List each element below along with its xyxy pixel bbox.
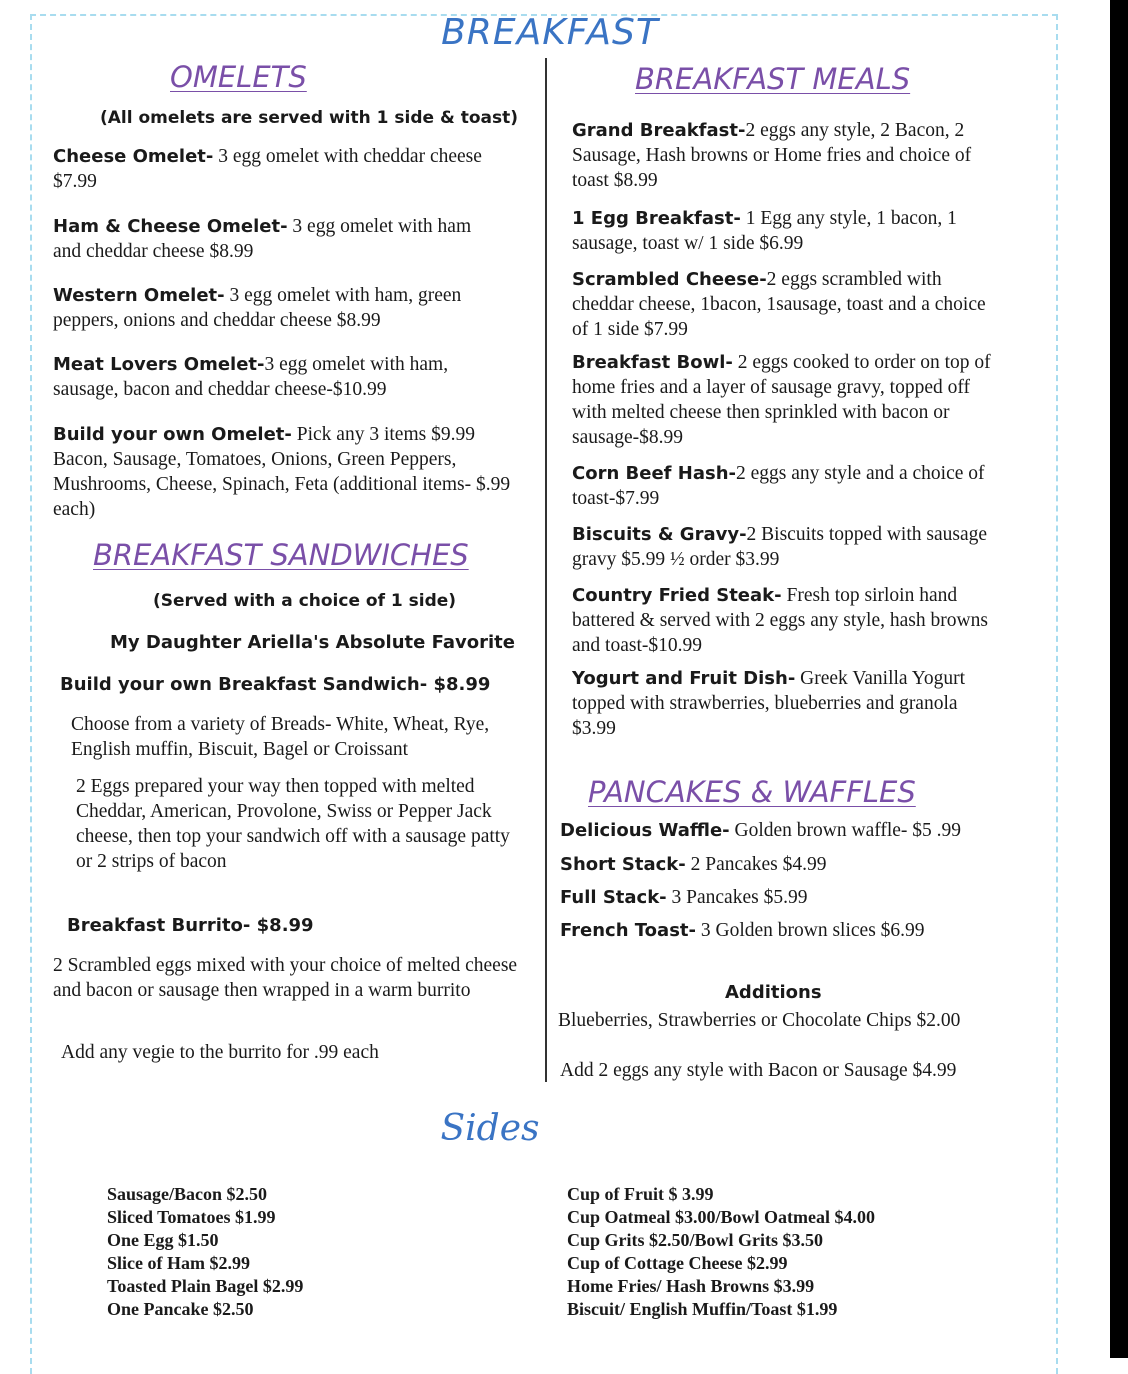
item-desc: 3 egg omelet with ham and cheddar cheese $8.99	[53, 216, 472, 262]
item-name: Short Stack-	[560, 854, 686, 875]
pancakes-title: PANCAKES & WAFFLES	[588, 775, 916, 809]
menu-item	[572, 350, 992, 450]
menu-item	[53, 352, 493, 402]
side-item: Toasted Plain Bagel $2.99	[107, 1276, 304, 1296]
item-desc: Golden brown waffle- $5 .99	[729, 820, 962, 841]
item-desc: 3 egg omelet with cheddar cheese $7.99	[53, 146, 482, 192]
build-sandwich-title: Build your own Breakfast Sandwich- $8.99	[60, 674, 491, 695]
sides-list-right	[567, 1183, 875, 1321]
burrito-desc: 2 Scrambled eggs mixed with your choice of melted cheese and bacon or sausage then wrapped in a warm burrito	[53, 955, 518, 1001]
menu-item	[572, 522, 992, 572]
item-name: Scrambled Cheese-	[572, 269, 767, 290]
side-item: Cup Grits $2.50/Bowl Grits $3.50	[567, 1230, 824, 1250]
item-desc: 2 Biscuits topped with sausage gravy $5.99 ½ order $3.99	[572, 524, 988, 570]
item-name: Country Fried Steak-	[572, 585, 782, 606]
item-desc: 2 eggs scrambled with cheddar cheese, 1bacon, 1sausage, toast and a choice of 1 side $7.99	[572, 269, 986, 340]
item-desc: 2 eggs cooked to order on top of home fries and a layer of sausage gravy, topped off with melted cheese then sprinkled with bacon or sausage-$8.99	[572, 352, 991, 448]
item-name: Cheese Omelet-	[53, 146, 214, 167]
menu-item	[572, 206, 992, 256]
sandwiches-title: BREAKFAST SANDWICHES	[93, 538, 469, 572]
item-name: Western Omelet-	[53, 285, 225, 306]
item-name: Grand Breakfast-	[572, 120, 746, 141]
item-name: French Toast-	[560, 920, 696, 941]
side-item: Sausage/Bacon $2.50	[107, 1184, 268, 1204]
menu-item	[572, 118, 992, 193]
build-sandwich-fillings: 2 Eggs prepared your way then topped with melted Cheddar, American, Provolone, Swiss or Pepper Jack cheese, then top your sandwich off with a sausage patty or 2 strips of bacon	[76, 776, 510, 872]
sides-title: Sides	[440, 1108, 540, 1149]
column-divider	[545, 58, 547, 1082]
side-item: Sliced Tomatoes $1.99	[107, 1207, 276, 1227]
menu-item	[53, 422, 531, 522]
menu-item	[560, 852, 1020, 877]
item-name: Full Stack-	[560, 887, 667, 908]
menu-item	[53, 144, 493, 194]
side-item: One Egg $1.50	[107, 1230, 219, 1250]
menu-item	[53, 214, 493, 264]
item-desc: 3 Pancakes $5.99	[666, 887, 808, 908]
menu-item	[560, 918, 1020, 943]
sides-list-left	[107, 1183, 303, 1321]
item-name: Build your own Omelet-	[53, 424, 292, 445]
item-desc: 1 Egg any style, 1 bacon, 1 sausage, toast w/ 1 side $6.99	[572, 208, 957, 254]
menu-item	[560, 818, 1020, 843]
menu-item	[560, 885, 1020, 910]
item-desc: 2 eggs any style, 2 Bacon, 2 Sausage, Hash browns or Home fries and choice of toast $8.99	[572, 120, 972, 191]
item-name: Meat Lovers Omelet-	[53, 354, 265, 375]
item-desc: 3 egg omelet with ham, green peppers, onions and cheddar cheese $8.99	[53, 285, 462, 331]
item-desc: Greek Vanilla Yogurt topped with strawberries, blueberries and granola $3.99	[572, 668, 966, 739]
side-item: Cup of Cottage Cheese $2.99	[567, 1253, 788, 1273]
menu-item	[53, 283, 493, 333]
menu-item	[572, 461, 992, 511]
scan-edge	[1110, 0, 1128, 1358]
burrito-title: Breakfast Burrito- $8.99	[67, 915, 314, 936]
item-desc: 2 eggs any style and a choice of toast-$7.99	[572, 463, 985, 509]
additions-eggs: Add 2 eggs any style with Bacon or Sausage $4.99	[560, 1060, 957, 1081]
favorite-label: My Daughter Ariella's Absolute Favorite	[110, 632, 515, 653]
item-name: Corn Beef Hash-	[572, 463, 736, 484]
menu-item	[572, 267, 992, 342]
item-name: Ham & Cheese Omelet-	[53, 216, 288, 237]
side-item: Home Fries/ Hash Browns $3.99	[567, 1276, 815, 1296]
meals-title: BREAKFAST MEALS	[635, 62, 911, 96]
omelets-title: OMELETS	[170, 60, 307, 94]
sandwiches-note: (Served with a choice of 1 side)	[153, 591, 457, 611]
item-desc: 3 Golden brown slices $6.99	[695, 920, 925, 941]
build-sandwich-breads: Choose from a variety of Breads- White, Wheat, Rye, English muffin, Biscuit, Bagel or Croissant	[71, 714, 490, 760]
item-name: Yogurt and Fruit Dish-	[572, 668, 796, 689]
side-item: Cup of Fruit $ 3.99	[567, 1184, 714, 1204]
item-desc: Pick any 3 items $9.99 Bacon, Sausage, Tomatoes, Onions, Green Peppers, Mushrooms, Cheese, Spinach, Feta (additional items- $.99 each)	[53, 424, 511, 520]
burrito-addon: Add any vegie to the burrito for .99 each	[61, 1042, 379, 1063]
additions-toppings: Blueberries, Strawberries or Chocolate Chips $2.00	[558, 1010, 961, 1031]
side-item: Cup Oatmeal $3.00/Bowl Oatmeal $4.00	[567, 1207, 875, 1227]
side-item: Slice of Ham $2.99	[107, 1253, 250, 1273]
menu-item	[572, 583, 992, 658]
item-desc: 2 Pancakes $4.99	[685, 854, 827, 875]
additions-title: Additions	[725, 982, 822, 1003]
item-desc: Fresh top sirloin hand battered & served with 2 eggs any style, hash browns and toast-$10.99	[572, 585, 988, 656]
item-name: 1 Egg Breakfast-	[572, 208, 741, 229]
page-title: BREAKFAST	[441, 12, 659, 53]
item-name: Biscuits & Gravy-	[572, 524, 747, 545]
menu-item	[572, 666, 992, 741]
side-item: Biscuit/ English Muffin/Toast $1.99	[567, 1299, 838, 1319]
side-item: One Pancake $2.50	[107, 1299, 254, 1319]
item-name: Breakfast Bowl-	[572, 352, 733, 373]
item-name: Delicious Waffle-	[560, 820, 730, 841]
item-desc: 3 egg omelet with ham, sausage, bacon and cheddar cheese-$10.99	[53, 354, 449, 400]
omelets-note: (All omelets are served with 1 side & toast)	[100, 108, 519, 128]
